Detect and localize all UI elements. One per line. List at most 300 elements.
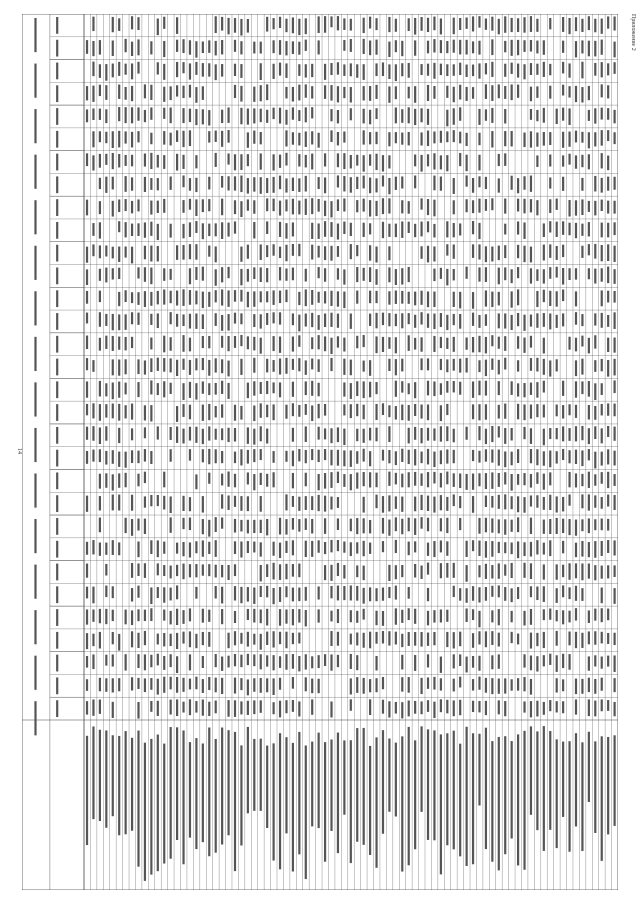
address-text (613, 735, 615, 826)
cell-value (568, 63, 570, 77)
cell-value (472, 65, 474, 77)
cell-value (208, 404, 210, 420)
cell-value (285, 223, 287, 239)
cell-value (446, 221, 448, 237)
cell-value (337, 199, 339, 211)
cell-value (517, 678, 519, 690)
cell-value (208, 292, 210, 307)
cell-value (453, 18, 455, 35)
cell-value (260, 177, 262, 194)
header-group-text (34, 337, 36, 371)
cell-value (208, 473, 210, 484)
header-group-text (34, 155, 36, 189)
cell-value (453, 130, 455, 142)
cell-value (562, 177, 564, 191)
cell-value (446, 449, 448, 463)
cell-value (594, 360, 596, 372)
cell-value (92, 540, 94, 554)
cell-value (150, 268, 152, 285)
cell-value (234, 154, 236, 170)
cell-value (459, 632, 461, 647)
cell-value (311, 107, 313, 118)
cell-value (260, 449, 262, 460)
cell-value (601, 588, 603, 604)
cell-value (356, 451, 358, 464)
cell-value (408, 587, 410, 599)
cell-value (369, 543, 371, 554)
cell-value (163, 64, 165, 80)
header-text (56, 518, 58, 535)
address-text (562, 742, 564, 817)
cell-value (498, 473, 500, 487)
cell-value (485, 541, 487, 558)
cell-value (369, 291, 371, 304)
cell-value (253, 678, 255, 691)
cell-value (356, 611, 358, 623)
cell-value (472, 404, 474, 419)
cell-value (266, 291, 268, 302)
cell-value (337, 246, 339, 257)
cell-value (504, 153, 506, 166)
cell-value (118, 268, 120, 279)
cell-value (208, 40, 210, 52)
header-text (56, 564, 58, 581)
cell-value (530, 63, 532, 75)
cell-value (273, 336, 275, 351)
cell-value (112, 610, 114, 621)
cell-value (227, 336, 229, 351)
cell-value (453, 679, 455, 692)
cell-value (234, 564, 236, 576)
cell-value (227, 130, 229, 143)
cell-value (556, 405, 558, 417)
cell-value (260, 586, 262, 597)
cell-value (601, 153, 603, 168)
cell-value (549, 519, 551, 534)
cell-value (420, 337, 422, 351)
cell-value (170, 358, 172, 372)
cell-value (459, 382, 461, 395)
cell-value (414, 518, 416, 535)
cell-value (369, 382, 371, 398)
cell-value (92, 62, 94, 77)
cell-value (530, 336, 532, 348)
cell-value (408, 632, 410, 646)
cell-value (613, 338, 615, 353)
cell-value (453, 473, 455, 487)
cell-value (240, 678, 242, 690)
cell-value (163, 199, 165, 213)
cell-value (504, 267, 506, 280)
cell-value (369, 428, 371, 441)
cell-value (343, 132, 345, 143)
cell-value (530, 358, 532, 371)
cell-value (144, 631, 146, 645)
cell-value (92, 450, 94, 462)
cell-value (176, 565, 178, 576)
address-text (99, 730, 101, 821)
cell-value (536, 155, 538, 166)
cell-value (125, 654, 127, 670)
cell-value (273, 472, 275, 487)
cell-value (227, 383, 229, 399)
cell-value (607, 633, 609, 644)
cell-value (227, 361, 229, 377)
cell-value (491, 565, 493, 578)
cell-value (504, 41, 506, 52)
cell-value (543, 451, 545, 465)
cell-value (170, 517, 172, 532)
cell-value (491, 518, 493, 532)
cell-value (202, 86, 204, 100)
cell-value (92, 403, 94, 418)
cell-value (517, 360, 519, 371)
cell-value (350, 39, 352, 52)
cell-value (118, 292, 120, 306)
cell-value (305, 199, 307, 215)
cell-value (202, 336, 204, 348)
cell-value (176, 677, 178, 693)
cell-value (375, 313, 377, 329)
cell-value (253, 42, 255, 54)
cell-value (215, 449, 217, 463)
address-text (601, 736, 603, 861)
cell-value (240, 496, 242, 511)
cell-value (433, 428, 435, 440)
address-text (298, 732, 300, 854)
address-text (182, 730, 184, 864)
cell-value (112, 64, 114, 78)
cell-value (105, 473, 107, 487)
cell-value (427, 131, 429, 147)
cell-value (556, 631, 558, 646)
cell-value (311, 449, 313, 460)
cell-value (247, 654, 249, 665)
address-text (292, 743, 294, 872)
cell-value (491, 247, 493, 262)
cell-value (472, 679, 474, 690)
cell-value (131, 132, 133, 148)
cell-value (504, 131, 506, 146)
cell-value (253, 429, 255, 445)
cell-value (472, 87, 474, 99)
cell-value (588, 201, 590, 212)
cell-value (305, 84, 307, 97)
cell-value (260, 496, 262, 512)
cell-value (536, 41, 538, 54)
cell-value (530, 40, 532, 52)
cell-value (575, 699, 577, 714)
cell-value (375, 18, 377, 30)
cell-value (350, 383, 352, 399)
cell-value (247, 520, 249, 534)
cell-value (273, 64, 275, 79)
cell-value (440, 563, 442, 578)
cell-value (195, 267, 197, 280)
cell-value (369, 632, 371, 649)
address-text (253, 739, 255, 811)
cell-value (298, 85, 300, 101)
cell-value (266, 519, 268, 535)
cell-value (285, 405, 287, 419)
cell-value (285, 245, 287, 261)
cell-value (511, 632, 513, 643)
cell-value (125, 107, 127, 123)
cell-value (324, 64, 326, 80)
cell-value (511, 611, 513, 622)
cell-value (427, 221, 429, 232)
cell-value (356, 429, 358, 441)
cell-value (562, 701, 564, 713)
cell-value (285, 199, 287, 211)
cell-value (189, 199, 191, 210)
cell-value (195, 474, 197, 489)
cell-value (215, 246, 217, 262)
cell-value (125, 39, 127, 52)
cell-value (285, 130, 287, 146)
cell-value (568, 519, 570, 535)
cell-value (530, 16, 532, 32)
cell-value (260, 291, 262, 302)
cell-value (575, 450, 577, 464)
cell-value (575, 17, 577, 31)
cell-value (401, 655, 403, 670)
cell-value (601, 62, 603, 77)
cell-value (240, 19, 242, 36)
cell-value (453, 245, 455, 259)
cell-value (292, 107, 294, 119)
cell-value (478, 611, 480, 627)
cell-value (388, 132, 390, 146)
cell-value (568, 494, 570, 505)
cell-value (260, 63, 262, 80)
cell-value (137, 267, 139, 278)
cell-value (562, 654, 564, 668)
cell-value (318, 450, 320, 462)
cell-value (420, 632, 422, 647)
cell-value (530, 383, 532, 395)
address-text (350, 740, 352, 863)
cell-value (273, 18, 275, 29)
cell-value (414, 449, 416, 465)
cell-value (363, 678, 365, 694)
cell-value (440, 64, 442, 75)
cell-value (388, 405, 390, 417)
cell-value (549, 291, 551, 306)
cell-value (86, 496, 88, 512)
cell-value (523, 338, 525, 353)
cell-value (530, 518, 532, 534)
address-text (408, 727, 410, 865)
cell-value (163, 677, 165, 693)
cell-value (517, 383, 519, 396)
cell-value (144, 405, 146, 420)
cell-value (273, 177, 275, 193)
cell-value (472, 16, 474, 31)
cell-value (395, 517, 397, 531)
cell-value (118, 542, 120, 555)
cell-value (125, 610, 127, 625)
cell-value (453, 200, 455, 214)
cell-value (305, 131, 307, 146)
cell-value (144, 267, 146, 282)
cell-value (375, 178, 377, 192)
cell-value (388, 587, 390, 598)
cell-value (607, 267, 609, 284)
cell-value (401, 41, 403, 56)
cell-value (170, 611, 172, 625)
cell-value (318, 133, 320, 148)
cell-value (375, 63, 377, 76)
cell-value (363, 429, 365, 443)
cell-value (408, 542, 410, 556)
cell-value (279, 337, 281, 353)
address-text (247, 727, 249, 813)
cell-value (195, 41, 197, 57)
cell-value (504, 336, 506, 351)
cell-value (330, 16, 332, 27)
cell-value (337, 427, 339, 442)
cell-value (388, 701, 390, 717)
cell-value (363, 199, 365, 212)
cell-value (311, 86, 313, 98)
cell-value (176, 585, 178, 599)
cell-value (292, 41, 294, 54)
cell-value (189, 517, 191, 530)
cell-value (99, 518, 101, 533)
cell-value (324, 177, 326, 193)
cell-value (118, 382, 120, 398)
cell-value (112, 268, 114, 279)
cell-value (388, 313, 390, 326)
cell-value (170, 449, 172, 461)
cell-value (375, 588, 377, 601)
cell-value (227, 107, 229, 122)
cell-value (208, 520, 210, 537)
cell-value (215, 586, 217, 599)
cell-value (137, 586, 139, 598)
cell-value (285, 153, 287, 166)
cell-value (568, 18, 570, 34)
cell-value (459, 85, 461, 100)
cell-value (305, 269, 307, 282)
cell-value (273, 702, 275, 714)
cell-value (221, 289, 223, 305)
cell-value (523, 701, 525, 712)
cell-value (485, 84, 487, 99)
cell-value (420, 64, 422, 75)
cell-value (594, 655, 596, 666)
cell-value (427, 358, 429, 370)
cell-value (408, 222, 410, 233)
cell-value (182, 610, 184, 624)
cell-value (131, 588, 133, 601)
cell-value (260, 132, 262, 144)
cell-value (375, 247, 377, 263)
cell-value (150, 338, 152, 350)
cell-value (498, 633, 500, 647)
cell-value (504, 358, 506, 370)
cell-value (292, 473, 294, 488)
cell-value (189, 109, 191, 122)
address-text (131, 738, 133, 831)
cell-value (253, 337, 255, 351)
cell-value (279, 382, 281, 397)
cell-value (305, 450, 307, 463)
cell-value (588, 449, 590, 460)
cell-value (375, 404, 377, 420)
cell-value (478, 631, 480, 644)
cell-value (266, 313, 268, 325)
cell-value (163, 289, 165, 304)
cell-value (131, 292, 133, 303)
cell-value (549, 428, 551, 439)
cell-value (363, 497, 365, 513)
cell-value (253, 381, 255, 395)
cell-value (330, 472, 332, 488)
cell-value (125, 131, 127, 143)
cell-value (427, 154, 429, 166)
cell-value (118, 154, 120, 167)
cell-value (118, 634, 120, 651)
cell-value (221, 404, 223, 417)
cell-value (408, 18, 410, 31)
cell-value (498, 654, 500, 668)
cell-value (472, 474, 474, 490)
cell-value (337, 175, 339, 187)
cell-value (221, 657, 223, 671)
address-text (330, 739, 332, 830)
cell-value (311, 154, 313, 170)
cell-value (382, 518, 384, 534)
cell-value (363, 381, 365, 398)
cell-value (420, 108, 422, 122)
cell-value (298, 315, 300, 332)
cell-value (305, 541, 307, 557)
cell-value (318, 586, 320, 599)
cell-value (613, 177, 615, 190)
cell-value (491, 335, 493, 346)
cell-value (478, 109, 480, 125)
cell-value (118, 221, 120, 232)
cell-value (401, 291, 403, 304)
cell-value (485, 19, 487, 30)
cell-value (215, 358, 217, 372)
cell-value (189, 222, 191, 237)
cell-value (401, 313, 403, 328)
cell-value (472, 450, 474, 461)
cell-value (408, 335, 410, 351)
cell-value (221, 199, 223, 216)
cell-value (253, 200, 255, 213)
header-text (56, 586, 58, 603)
cell-value (453, 494, 455, 506)
cell-value (562, 289, 564, 301)
cell-value (343, 565, 345, 578)
cell-value (466, 657, 468, 673)
cell-value (459, 654, 461, 666)
cell-value (401, 497, 403, 512)
header-text (56, 359, 58, 376)
cell-value (523, 246, 525, 262)
cell-value (427, 677, 429, 688)
cell-value (170, 337, 172, 350)
cell-value (498, 519, 500, 533)
cell-value (607, 223, 609, 238)
cell-value (453, 292, 455, 307)
cell-value (536, 269, 538, 281)
cell-value (472, 200, 474, 213)
